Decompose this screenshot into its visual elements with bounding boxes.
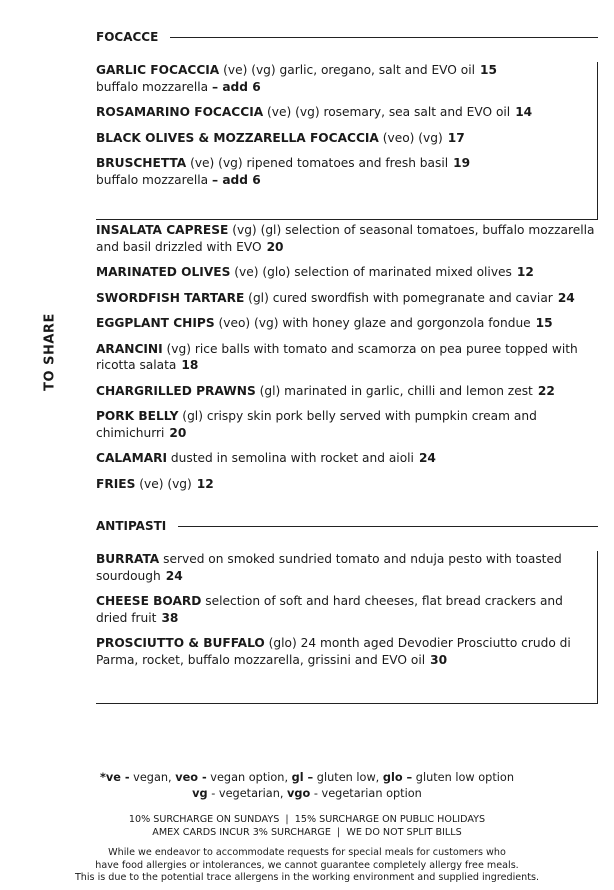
surcharge-notice (0, 813, 614, 839)
item-name: BURRATA (96, 552, 160, 566)
item-description: served on smoked sundried tomato and nduja pesto with toasted sourdough (96, 552, 562, 583)
menu-item (96, 104, 597, 121)
item-price: 20 (266, 239, 284, 254)
antipasti-list (96, 551, 597, 668)
legend-code: veo - (175, 771, 207, 784)
heading-rule (170, 37, 598, 38)
legend-meaning: gluten low, (313, 771, 383, 784)
menu-item (96, 551, 597, 584)
item-name: SWORDFISH TARTARE (96, 290, 245, 305)
surcharge-line-1: 10% SURCHARGE ON SUNDAYS | 15% SURCHARGE ON PUBLIC HOLIDAYS (128, 814, 486, 825)
item-description: (glo) 24 month aged Devodier Prosciutto crudo di Parma, rocket, buffalo mozzarella, grissini and EVO oil (96, 636, 571, 667)
menu-item (96, 264, 602, 281)
legend-code: glo – (382, 771, 413, 784)
menu-item (96, 450, 602, 467)
item-description: (ve) (vg) ripened tomatoes and fresh basil (186, 156, 449, 170)
item-name: ROSAMARINO FOCACCIA (96, 105, 264, 119)
item-name: FRIES (96, 476, 136, 491)
antipasti-heading-row (96, 519, 598, 533)
item-description: (ve) (vg) rosemary, sea salt and EVO oil (263, 105, 511, 119)
focacce-heading-row (96, 30, 598, 44)
focacce-list (96, 62, 597, 188)
item-description: selection of soft and hard cheeses, flat bread crackers and dried fruit (96, 594, 563, 625)
dietary-legend (0, 770, 614, 802)
legend-line-2 (0, 786, 614, 802)
addon-price: – add 6 (212, 172, 261, 187)
menu-item (96, 408, 602, 441)
item-price: 18 (181, 358, 199, 372)
legend-meaning: - vegetarian option (310, 787, 422, 800)
menu-item (96, 341, 602, 374)
item-description: (gl) marinated in garlic, chilli and lemon zest (255, 383, 533, 398)
item-name: ARANCINI (96, 341, 163, 356)
legend-meaning: vegan option, (206, 771, 292, 784)
antipasti-heading: ANTIPASTI (96, 519, 167, 533)
item-description: (ve) (vg) (135, 476, 192, 491)
item-description: (vg) (gl) selection of seasonal tomatoes, buffalo mozzarella and basil drizzled with EVO (96, 223, 595, 254)
item-description: (ve) (vg) garlic, oregano, salt and EVO oil (219, 63, 475, 77)
antipasti-box (96, 551, 598, 704)
allergy-notice (0, 847, 614, 885)
item-price: 17 (447, 130, 465, 145)
item-name: BRUSCHETTA (96, 156, 187, 170)
item-price: 38 (161, 610, 179, 625)
menu-item (96, 476, 602, 493)
item-name: PROSCIUTTO & BUFFALO (96, 636, 265, 650)
legend-meaning: - vegetarian, (207, 787, 288, 800)
addon-price: – add 6 (212, 79, 261, 94)
menu-item (96, 290, 602, 307)
item-name: EGGPLANT CHIPS (96, 316, 215, 330)
allergy-line-1: While we endeavor to accommodate requests for special meals for customers who (108, 847, 506, 858)
item-name: BLACK OLIVES & MOZZARELLA FOCACCIA (96, 130, 379, 145)
item-description: (veo) (vg) (378, 130, 443, 145)
legend-meaning: gluten low option (412, 771, 514, 784)
item-description: dusted in semolina with rocket and aioli (167, 451, 414, 465)
item-name: PORK BELLY (96, 409, 179, 423)
item-description: (vg) rice balls with tomato and scamorza on pea puree topped with ricotta salata (96, 341, 578, 372)
antipasti-section (96, 519, 598, 704)
menu-item (96, 130, 597, 147)
legend-line-1 (0, 770, 614, 786)
item-addon (96, 172, 597, 189)
share-list (96, 222, 602, 492)
legend-code: vgo (287, 787, 311, 800)
addon-text: buffalo mozzarella (96, 172, 209, 187)
item-price: 24 (557, 290, 575, 305)
allergy-line-2: have food allergies or intolerances, we cannot guarantee completely allergy free meals. (95, 859, 519, 871)
item-description: (gl) crispy skin pork belly served with pumpkin cream and chimichurri (96, 409, 537, 440)
item-name: GARLIC FOCACCIA (96, 63, 220, 77)
item-addon (96, 79, 597, 96)
focacce-box (96, 62, 598, 220)
menu-item (96, 222, 602, 255)
section-label-to-share: TO SHARE (42, 313, 58, 391)
item-price: 19 (453, 156, 471, 170)
focacce-heading: FOCACCE (96, 30, 159, 44)
share-section (96, 222, 602, 492)
item-name: CHARGRILLED PRAWNS (96, 383, 256, 398)
item-name: CALAMARI (96, 451, 168, 465)
item-price: 12 (196, 476, 214, 491)
legend-code: vg (192, 787, 208, 800)
item-description: (gl) cured swordfish with pomegranate and caviar (244, 290, 553, 305)
item-price: 24 (418, 451, 436, 465)
menu-item (96, 62, 597, 95)
item-price: 22 (537, 383, 555, 398)
item-description: (ve) (glo) selection of marinated mixed olives (230, 265, 512, 279)
item-price: 24 (165, 568, 183, 583)
menu-item (96, 635, 597, 668)
item-name: INSALATA CAPRESE (96, 223, 229, 237)
legend-code: *ve - (100, 771, 130, 784)
legend-meaning: vegan, (129, 771, 176, 784)
menu-item (96, 593, 597, 626)
menu-item (96, 155, 597, 188)
item-price: 30 (430, 652, 448, 667)
surcharge-line-2: AMEX CARDS INCUR 3% SURCHARGE | WE DO NOT SPLIT BILLS (152, 827, 462, 838)
item-price: 20 (169, 425, 187, 440)
item-price: 15 (479, 63, 497, 77)
item-price: 14 (515, 105, 533, 119)
addon-text: buffalo mozzarella (96, 79, 209, 94)
heading-rule (178, 526, 598, 527)
focacce-section (96, 30, 598, 220)
item-price: 12 (516, 265, 534, 279)
allergy-line-3: This is due to the potential trace allergens in the working environment and supplied ingredients. (74, 872, 540, 883)
item-price: 15 (535, 316, 553, 330)
menu-item (96, 315, 602, 332)
item-name: CHEESE BOARD (96, 594, 202, 608)
menu-item (96, 383, 602, 400)
item-description: (veo) (vg) with honey glaze and gorgonzola fondue (214, 316, 531, 330)
legend-code: gl – (291, 771, 314, 784)
item-name: MARINATED OLIVES (96, 265, 231, 279)
